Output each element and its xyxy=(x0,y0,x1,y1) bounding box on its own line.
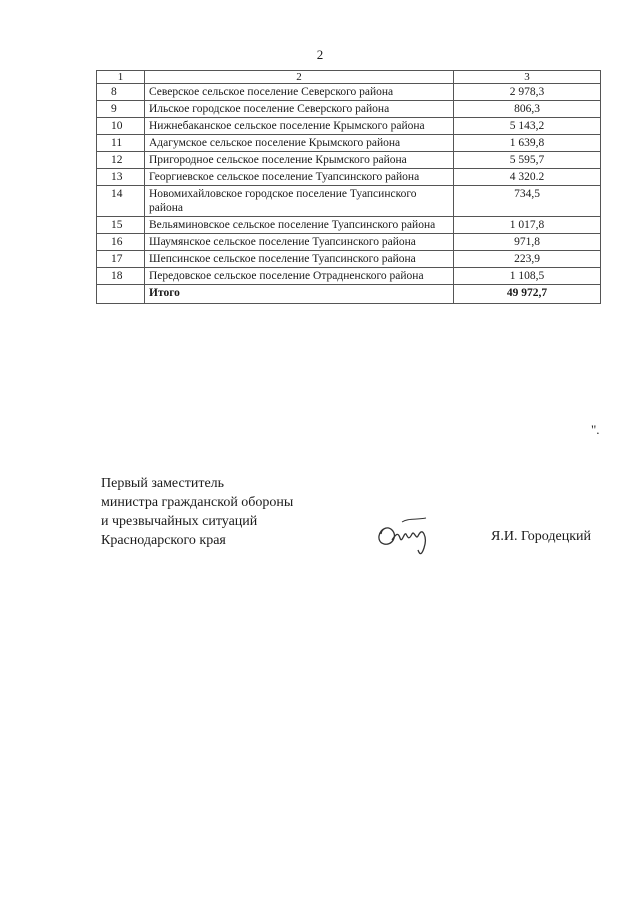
table-row xyxy=(97,135,601,152)
header-cell: 3 xyxy=(454,71,601,84)
settlement-name: Вельяминовское сельское поселение Туапсинского района xyxy=(145,217,454,234)
settlement-name: Ильское городское поселение Северского района xyxy=(145,101,454,118)
amount-value: 1 639,8 xyxy=(454,135,601,152)
amount-value: 4 320.2 xyxy=(454,169,601,186)
total-value: 49 972,7 xyxy=(454,285,601,304)
settlement-name: Новомихайловское городское поселение Туапсинского района xyxy=(145,186,454,217)
total-label: Итого xyxy=(145,285,454,304)
row-number: 11 xyxy=(97,135,145,152)
handwritten-signature xyxy=(372,510,436,558)
amount-value: 1 108,5 xyxy=(454,268,601,285)
row-number: 18 xyxy=(97,268,145,285)
signatory-title-line: Первый заместитель xyxy=(101,476,225,491)
row-number: 12 xyxy=(97,152,145,169)
table-row xyxy=(97,118,601,135)
settlement-name: Северское сельское поселение Северского района xyxy=(145,84,454,101)
table-row xyxy=(97,234,601,251)
signatory-title xyxy=(101,474,293,550)
table-row xyxy=(97,186,601,217)
row-number: 13 xyxy=(97,169,145,186)
total-row xyxy=(97,285,601,304)
table-row xyxy=(97,268,601,285)
settlement-name: Адагумское сельское поселение Крымского района xyxy=(145,135,454,152)
closing-quote: ". xyxy=(591,422,600,437)
amount-value: 223,9 xyxy=(454,251,601,268)
settlement-name: Передовское сельское поселение Отрадненского района xyxy=(145,268,454,285)
amount-value: 5 595,7 xyxy=(454,152,601,169)
table-row xyxy=(97,84,601,101)
header-cell: 1 xyxy=(97,71,145,84)
signatory-title-line: Краснодарского края xyxy=(101,533,226,548)
table-row xyxy=(97,169,601,186)
row-number: 15 xyxy=(97,217,145,234)
table-header-row xyxy=(97,71,601,84)
settlement-name: Георгиевское сельское поселение Туапсинского района xyxy=(145,169,454,186)
amount-value: 734,5 xyxy=(454,186,601,217)
amount-value: 2 978,3 xyxy=(454,84,601,101)
row-number: 16 xyxy=(97,234,145,251)
table-row xyxy=(97,217,601,234)
settlement-name: Нижнебаканское сельское поселение Крымского района xyxy=(145,118,454,135)
row-number: 10 xyxy=(97,118,145,135)
signatory-title-line: и чрезвычайных ситуаций xyxy=(101,514,258,529)
page-number: 2 xyxy=(316,47,324,62)
table-row xyxy=(97,101,601,118)
table-row xyxy=(97,251,601,268)
table-row xyxy=(97,152,601,169)
row-number: 17 xyxy=(97,251,145,268)
row-number: 9 xyxy=(97,101,145,118)
header-cell: 2 xyxy=(145,71,454,84)
total-empty-cell xyxy=(97,285,145,304)
settlement-name: Шепсинское сельское поселение Туапсинского района xyxy=(145,251,454,268)
settlement-name: Пригородное сельское поселение Крымского района xyxy=(145,152,454,169)
allocation-table xyxy=(96,70,601,304)
amount-value: 1 017,8 xyxy=(454,217,601,234)
signer-name: Я.И. Городецкий xyxy=(491,529,592,544)
signatory-title-line: министра гражданской обороны xyxy=(101,495,294,510)
amount-value: 5 143,2 xyxy=(454,118,601,135)
row-number: 14 xyxy=(97,186,145,217)
row-number: 8 xyxy=(97,84,145,101)
settlement-name: Шаумянское сельское поселение Туапсинского района xyxy=(145,234,454,251)
amount-value: 806,3 xyxy=(454,101,601,118)
amount-value: 971,8 xyxy=(454,234,601,251)
